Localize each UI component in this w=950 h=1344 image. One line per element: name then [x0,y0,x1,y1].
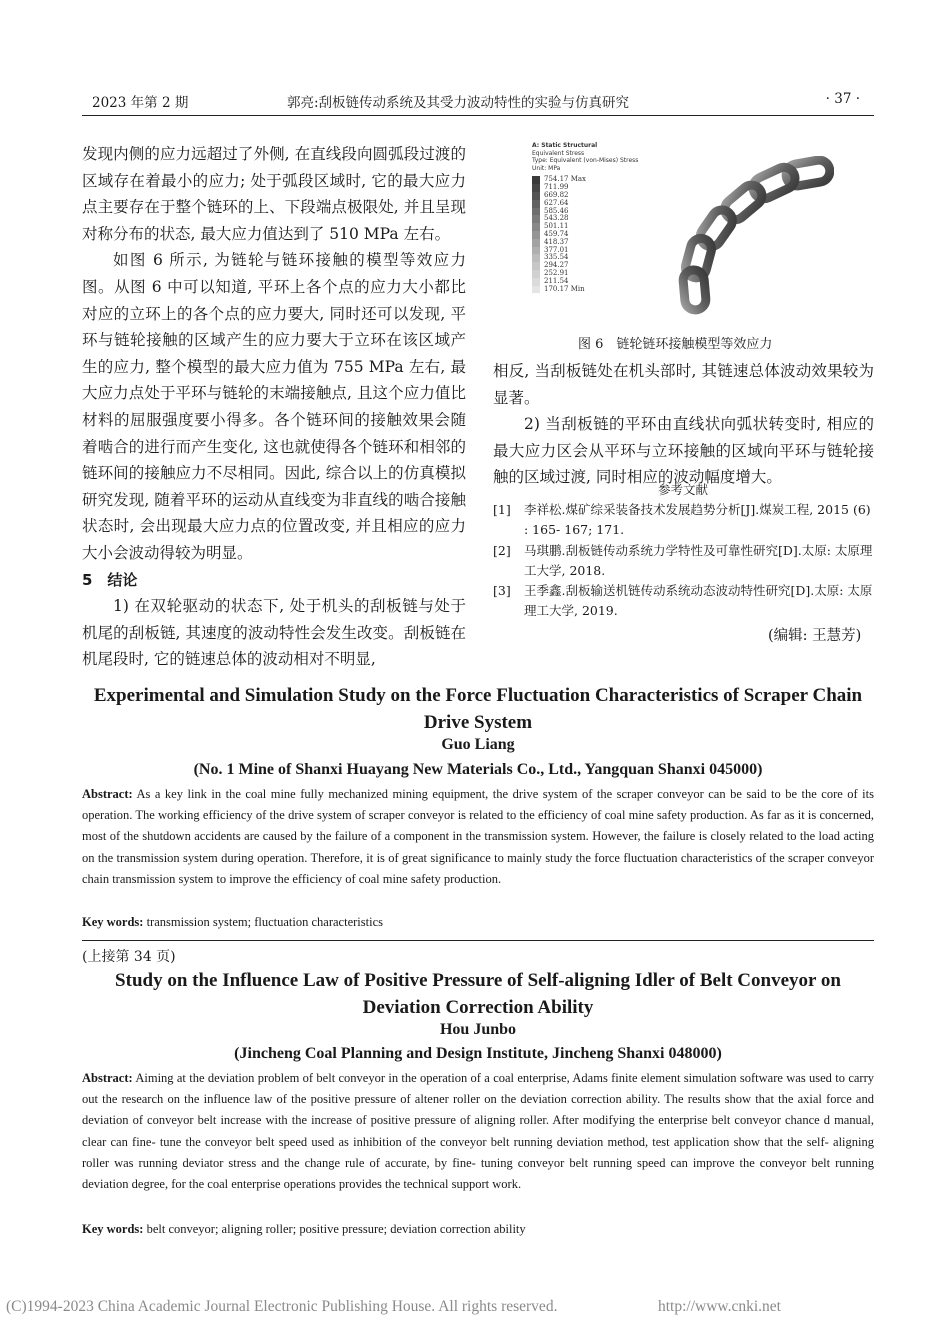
paragraph: 1) 在双轮驱动的状态下, 处于机头的刮板链与处于机尾的刮板链, 其速度的波动特性会发生改变。刮板链在机尾段时, 它的链速总体的波动相对不明显, [82,597,466,669]
english-affiliation: (Jincheng Coal Planning and Design Institute, Jincheng Shanxi 048000) [234,1045,722,1062]
section-heading: 5 结论 [82,570,138,589]
paragraph: 发现内侧的应力远超过了外侧, 在直线段向圆弧段过渡的区域存在着最小的应力; 处于弧段区域时, 它的最大应力点主要存在于整个链环的上、下段端点极限处, 并且呈现对称分布的状态, 最大应力值达到了 510 MPa 左右。 [82,145,466,243]
page-number: · 37 · [825,91,860,107]
english-affiliation: (No. 1 Mine of Shanxi Huayang New Materials Co., Ltd., Yangquan Shanxi 045000) [193,761,763,778]
legend-row: 211.54 [532,278,652,286]
legend-row: 335.54 [532,254,652,262]
legend-type: Type: Equivalent (von-Mises) Stress [532,157,639,165]
english-title: Experimental and Simulation Study on the Force Fluctuation Characteristics of Scraper Chain Drive System [93,685,863,733]
legend-row: 170.17 Min [532,286,652,294]
legend-row: 754.17 Max [532,176,652,184]
references-title: 参考文献 [658,482,709,497]
legend-row: 459.74 [532,231,652,239]
legend-row: 669.82 [532,192,652,200]
keywords-label: Key words: [82,915,144,929]
english-keywords [82,915,874,930]
legend-row: 543.28 [532,215,652,223]
english-author: Hou Junbo [439,1021,517,1038]
chain-stress-render [644,156,834,322]
issue-label: 2023 年第 2 期 [92,95,189,111]
stress-legend [532,142,652,293]
english-keywords [82,1222,874,1237]
legend-unit: Unit: MPa [532,164,561,172]
legend-subtitle: Equivalent Stress [532,149,585,157]
english-title: Study on the Influence Law of Positive Pressure of Self-aligning Idler of Belt Conveyor on Deviation Correction Ability [115,970,841,1018]
editor-note: (编辑: 王慧芳) [768,628,862,644]
chain-link [696,206,736,251]
figure-6 [532,142,842,322]
legend-row: 418.37 [532,239,652,247]
abstract-label: Abstract: [82,1071,133,1085]
paragraph: 如图 6 所示, 为链轮与链环接触的模型等效应力图。从图 6 中可以知道, 平环上各个点的应力大小都比对应的立环上的各个点的应力要大, 同时还可以发现, 平环与链轮接触的区域产生的应力要大于立环在该区域产生的应力, 整个模型的最大应力值为 755 MPa 左右, 最大应力点处于平环与链轮的末端接触点, 且这个应力值比材料的屈服强度要小得多。各个链环间的接触效果会随着啮合的进行而产生变化, 这也就使得各个链环和相邻的链环间的接触应力不尽相同。因此, 综合以上的仿真模拟研究发现, 随着平环的运动从直线变为非直线的啮合接触状态时, 会出现最大应力点的位置改变, 并且相应的应力大小会波动得较为明显。 [82,251,466,562]
left-column [82,141,466,673]
copyright-text: (C)1994-2023 China Academic Journal Electronic Publishing House. All rights reserved. [6,1298,558,1315]
abstract-label: Abstract: [82,787,133,801]
legend-row: 585.46 [532,208,652,216]
right-column [493,358,874,491]
header-rule [82,115,874,116]
english-author: Guo Liang [441,736,515,753]
paragraph: 2) 当刮板链的平环由直线状向弧状转变时, 相应的最大应力区会从平环与立环接触的区域向平环与链轮接触的区域过渡, 同时相应的波动幅度增大。 [493,415,874,487]
legend-row: 627.64 [532,200,652,208]
english-abstract [82,784,874,890]
section-divider [82,940,874,941]
figure-caption: 图 6 链轮链环接触模型等效应力 [578,337,773,352]
abstract-text: Aiming at the deviation problem of belt conveyor in the operation of a coal enterprise, Adams finite element simulation software was used to carry out the research on the influence law of the positive pressure of altener roller on the deviation correction ability. The results show that the axial force and deviation of conveyor belt increase with the increase of positive pressure of aligning roller. After modifying the enterprise belt conveyor chance d manual, clear can fine- tune the conveyor belt speed used as inhibition of the conveyor belt running deviation method, test application show that the self- aligning roller was running deviator stress and the change rule of accurate, by fine- tuning conveyor belt running speed can improve the conveyor belt running deviation degree, for the coal enterprise operations provides the technical support work. [82,1071,875,1192]
legend-title: A: Static Structural [532,142,598,149]
legend-row: 377.01 [532,247,652,255]
legend-row: 501.11 [532,223,652,231]
reference-item: [1] 李祥松.煤矿综采装备技术发展趋势分析[J].煤炭工程, 2015 (6) : 165- 167; 171. [493,502,871,537]
english-abstract [82,1068,874,1195]
running-header [92,89,872,113]
copyright-footer [6,1298,946,1316]
paragraph: 相反, 当刮板链处在机头部时, 其链速总体波动效果较为显著。 [493,362,874,407]
keywords-text: belt conveyor; aligning roller; positive pressure; deviation correction ability [146,1222,526,1236]
legend-row: 711.99 [532,184,652,192]
cnki-link[interactable]: http://www.cnki.net [658,1298,781,1315]
continued-from-note: (上接第 34 页) [82,949,176,965]
keywords-text: transmission system; fluctuation characteristics [146,915,383,929]
reference-item: [2] 马琪鹏.刮板链传动系统力学特性及可靠性研究[D].太原: 太原理工大学, 2018. [493,543,873,578]
legend-row: 252.91 [532,270,652,278]
legend-row: 294.27 [532,262,652,270]
reference-item: [3] 王季鑫.刮板输送机链传动系统动态波动特性研究[D].太原: 太原理工大学, 2019. [493,583,873,618]
abstract-text: As a key link in the coal mine fully mechanized mining equipment, the drive system of the scraper conveyor can be said to be the core of its operation. The working efficiency of the drive system of scraper conveyor is related to the efficiency of coal mine safety production. As far as it is concerned, most of the shutdown accidents are caused by the failure of a component in the transmission system. However, the failure is closely related to the load acting on the transmission system during operation. Therefore, it is of great significance to mainly study the force fluctuation characteristics of the scraper conveyor chain transmission system to improve the efficiency of coal mine safety production. [82,787,874,886]
keywords-label: Key words: [82,1222,144,1236]
running-title: 郭亮:刮板链传动系统及其受力波动特性的实验与仿真研究 [287,95,630,111]
